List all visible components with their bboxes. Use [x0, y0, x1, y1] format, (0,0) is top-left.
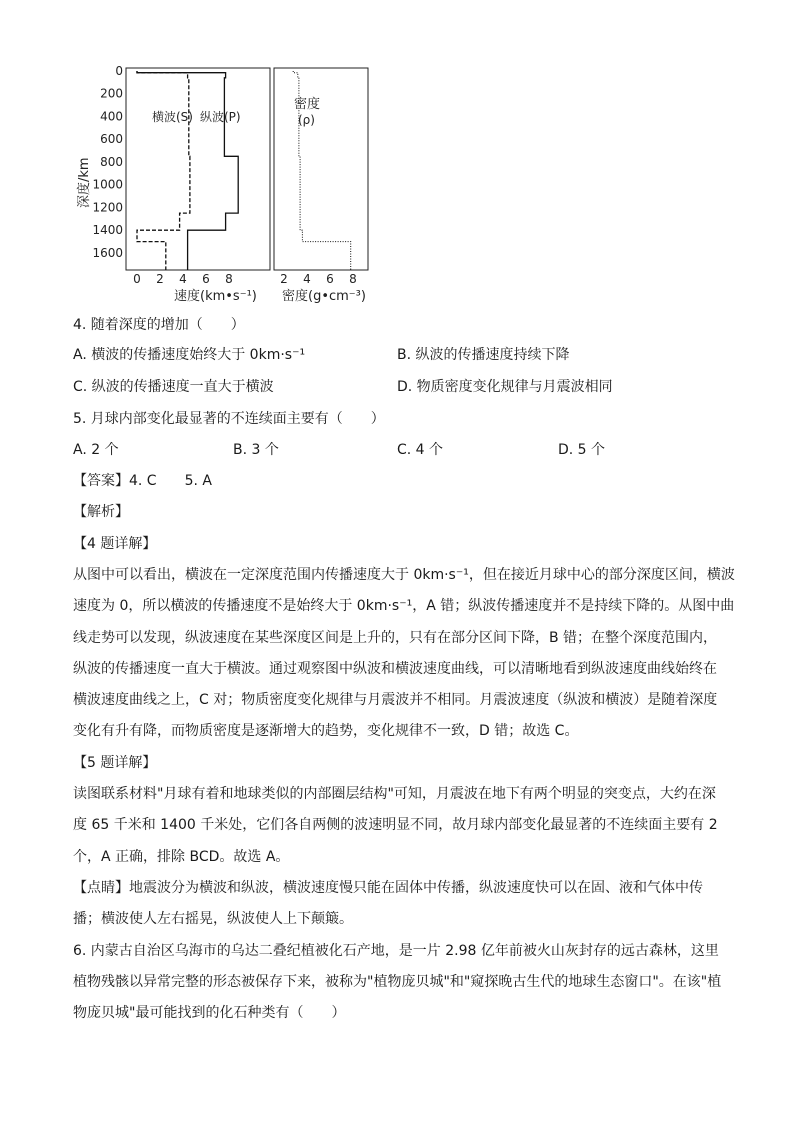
q4-option-d[interactable]: D. 物质密度变化规律与月震波相同 [397, 379, 613, 395]
depth-tick-label: 1600 [92, 245, 123, 260]
q4-option-c[interactable]: C. 纵波的传播速度一直大于横波 [73, 379, 274, 395]
q4-detail-line: 变化有升有降，而物质密度是逐渐增大的趋势，变化规律不一致，D 错；故选 C。 [73, 723, 579, 739]
q5-detail-heading: 【5 题详解】 [73, 755, 157, 771]
depth-tick-label: 400 [100, 109, 123, 124]
density-axis-label: 密度(g•cm⁻³) [282, 289, 366, 304]
q5-detail-line: 个，A 正确，排除 BCD。故选 A。 [73, 849, 290, 865]
q4-detail-line: 从图中可以看出，横波在一定深度范围内传播速度大于 0km·s⁻¹，但在接近月球中心的部分深度区间，横波 [73, 567, 735, 583]
q5-detail-line: 读图联系材料"月球有着和地球类似的内部圈层结构"可知，月震波在地下有两个明显的突变点，大约在深 [73, 786, 716, 802]
q4-detail-line: 线走势可以发现，纵波速度在某些深度区间是上升的，只有在部分区间下降，B 错；在整个深度范围内， [73, 630, 718, 646]
density-tick-label: 8 [349, 272, 357, 286]
tip-line: 播；横波使人左右摇晃，纵波使人上下颠簸。 [73, 911, 353, 927]
q4-detail-line: 速度为 0，所以横波的传播速度不是始终大于 0km·s⁻¹，A 错；纵波传播速度并不是持续下降的。从图中曲 [73, 598, 735, 614]
q5-option-a[interactable]: A. 2 个 [73, 442, 119, 458]
depth-axis-label: 深度/km [77, 157, 92, 208]
q6-stem-line: 6. 内蒙古自治区乌海市的乌达二叠纪植被化石产地，是一片 2.98 亿年前被火山灰封存的远古森林，这里 [73, 943, 719, 959]
p-wave-label: 纵波(P) [200, 110, 241, 124]
density-tick-label: 2 [280, 272, 288, 286]
q5-stem: 5. 月球内部变化最显著的不连续面主要有（ ） [73, 411, 385, 427]
analysis-heading: 【解析】 [73, 504, 129, 520]
q4-detail-heading: 【4 题详解】 [73, 536, 157, 552]
velocity-tick-label: 4 [179, 272, 187, 286]
q6-stem-line: 植物残骸以异常完整的形态被保存下来，被称为"植物庞贝城"和"窥探晚古生代的地球生态窗口"。在该"植 [73, 974, 722, 990]
velocity-tick-label: 2 [156, 272, 164, 286]
density-tick-labels [280, 272, 357, 286]
density-tick-label: 4 [303, 272, 311, 286]
q4-option-a[interactable]: A. 横波的传播速度始终大于 0km·s⁻¹ [73, 347, 306, 363]
density-title-symbol: (ρ) [298, 113, 315, 127]
s-wave-curve [137, 71, 190, 270]
depth-tick-label: 1000 [92, 177, 123, 192]
depth-tick-label: 600 [100, 132, 123, 147]
density-tick-label: 6 [326, 272, 334, 286]
q4-detail-line: 纵波的传播速度一直大于横波。通过观察图中纵波和横波速度曲线，可以清晰地看到纵波速度曲线始终在 [73, 661, 717, 677]
depth-tick-label: 200 [100, 86, 123, 101]
answer-line: 【答案】4. C 5. A [73, 473, 212, 489]
velocity-tick-label: 6 [202, 272, 210, 286]
velocity-panel-frame [126, 68, 270, 270]
q5-option-d[interactable]: D. 5 个 [558, 442, 606, 458]
depth-tick-labels [92, 64, 123, 260]
depth-tick-label: 1400 [92, 223, 123, 238]
depth-tick-label: 800 [100, 154, 123, 169]
density-title: 密度 [294, 97, 321, 112]
q5-detail-line: 度 65 千米和 1400 千米处，它们各自两侧的波速明显不同，故月球内部变化最显著的不连续面主要有 2 [73, 817, 718, 833]
tip-line: 【点睛】地震波分为横波和纵波，横波速度慢只能在固体中传播，纵波速度快可以在固、液和气体中传 [73, 880, 703, 896]
density-panel-frame [274, 68, 368, 270]
moon-seismic-figure [70, 60, 380, 310]
velocity-tick-label: 0 [133, 272, 141, 286]
p-wave-curve [137, 71, 238, 270]
q6-stem-line: 物庞贝城"最可能找到的化石种类有（ ） [73, 1005, 346, 1021]
q5-option-b[interactable]: B. 3 个 [233, 442, 279, 458]
q5-option-c[interactable]: C. 4 个 [397, 442, 444, 458]
q4-detail-line: 横波速度曲线之上，C 对；物质密度变化规律与月震波并不相同。月震波速度（纵波和横波）是随着深度 [73, 692, 718, 708]
s-wave-label: 横波(S) [152, 110, 193, 124]
q4-stem: 4. 随着深度的增加（ ） [73, 317, 245, 333]
velocity-tick-labels [133, 272, 233, 286]
velocity-axis-label: 速度(km•s⁻¹) [174, 289, 257, 304]
depth-tick-label: 0 [115, 64, 123, 78]
depth-tick-label: 1200 [92, 200, 123, 215]
q4-option-b[interactable]: B. 纵波的传播速度持续下降 [397, 347, 570, 363]
velocity-tick-label: 8 [225, 272, 233, 286]
